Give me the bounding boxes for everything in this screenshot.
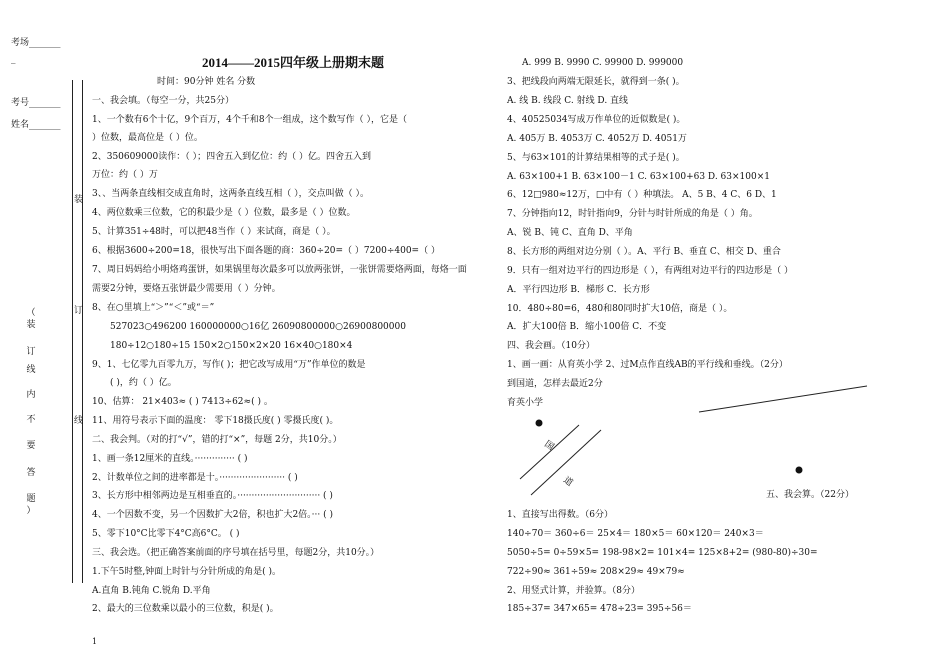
left-line: 万位：约（ ）万 xyxy=(92,170,158,180)
right-line: 10．480÷80=6，480和80同时扩大10倍，商是（ ）。 xyxy=(507,304,733,314)
page-subtitle: 时间：90分钟 姓名 分数 xyxy=(157,77,256,87)
warning-char: 题 xyxy=(26,494,36,504)
exam-room-field: 考场_______ xyxy=(11,38,61,48)
right-line: 8、长方形的两组对边分别（ ）。A、平行 B、垂直 C、相交 D、重合 xyxy=(507,247,781,257)
school-point xyxy=(536,420,543,427)
right-line: A．扩大100倍 B．缩小100倍 C．不变 xyxy=(507,322,667,332)
right-line: A．平行四边形 B．梯形 C．长方形 xyxy=(507,285,650,295)
left-line: 11、用符号表示下面的温度： 零下18摄氏度( ) 零摄氏度( )。 xyxy=(92,416,339,426)
left-line: 8、在○里填上“＞”“＜”或“＝” xyxy=(92,303,215,313)
left-line: 2、350609000读作：（ ）；四舍五入到亿位：约（ ）亿。四舍五入到 xyxy=(92,152,371,162)
warning-char: 不 xyxy=(26,415,36,425)
binding-label-zhuang: 装 xyxy=(74,195,84,205)
left-line: 1、画一条12厘米的直线。·············· ( ) xyxy=(92,454,248,464)
point-m xyxy=(796,467,803,474)
warning-char: （ xyxy=(26,308,36,318)
warning-char: 装 xyxy=(26,320,36,330)
right-line: 育英小学 xyxy=(507,398,544,408)
road-label-1: 国 xyxy=(542,439,556,453)
right-line: A. 999 B. 9990 C. 99900 D. 999000 xyxy=(522,58,684,68)
warning-char: 答 xyxy=(26,468,36,478)
left-line: 需要2分钟，要烙五张饼最少需要用（ ）分钟。 xyxy=(92,284,281,294)
right-line: 5、与63×101的计算结果相等的式子是( )。 xyxy=(507,153,685,163)
right-line: 到国道，怎样去最近2分 xyxy=(507,379,603,389)
left-line: 1、一个数有6个十亿，9个百万，4个千和8个一组成，这个数写作（ ），它是（ xyxy=(92,115,407,125)
left-line: 二、我会判。（对的打“√”，错的打“×”，每题 2分，共10分。） xyxy=(92,435,342,445)
right-line: A. 线 B. 线段 C. 射线 D. 直线 xyxy=(507,96,629,106)
exam-room-dash: _ xyxy=(11,54,16,64)
right-line: 9．只有一组对边平行的四边形是（ ），有两组对边平行的四边形是（ ） xyxy=(507,266,793,276)
warning-char: ） xyxy=(26,506,36,516)
name-field: 姓名_______ xyxy=(11,120,61,130)
left-line: 4、一个因数不变，另一个因数扩大2倍，积也扩大2倍。··· ( ) xyxy=(92,510,334,520)
left-line: 7、周日妈妈给小明烙鸡蛋饼，如果锅里每次最多可以放两张饼，一张饼需要烙两面，每烙一面 xyxy=(92,265,467,275)
page-title: 2014——2015四年级上册期末题 xyxy=(202,55,385,70)
left-line: 3、长方形中相邻两边是互相垂直的。····························· ( ) xyxy=(92,491,333,501)
line-ab xyxy=(699,386,867,412)
left-line: 2、最大的三位数乘以最小的三位数，积是( )。 xyxy=(92,604,279,614)
right-line: 7、分钟指向12，时针指向9，分针与时针所成的角是（ ）角。 xyxy=(507,209,758,219)
right-lower-line: 2、用竖式计算，并验算。（8分） xyxy=(507,586,640,596)
left-line: 三、我会选。（把正确答案前面的序号填在括号里，每题2分，共10分。） xyxy=(92,548,380,558)
left-line: 一、我会填。（每空一分，共25分） xyxy=(92,96,234,106)
right-lower-line: 五、我会算。（22分） xyxy=(766,490,854,500)
left-line: 4、两位数乘三位数，它的积最少是（ ）位数，最多是（ ）位数。 xyxy=(92,208,356,218)
right-lower-line: 722÷90≈ 361÷59≈ 208×29≈ 49×79≈ xyxy=(507,567,685,577)
right-lower-line: 5050÷5= 0÷59×5= 198-98×2= 101×4= 125×8+2= (980-80)÷30= xyxy=(507,548,818,558)
right-lower-line: 1、直接写出得数。（6分） xyxy=(507,510,613,520)
binding-label-ding: 订 xyxy=(74,306,84,316)
warning-char: 线 xyxy=(26,365,36,375)
binding-label-xian: 线 xyxy=(74,416,84,426)
right-line: 四、我会画。（10分） xyxy=(507,341,595,351)
right-line: A. 405万 B. 4053万 C. 4052万 D. 4051万 xyxy=(507,134,687,144)
left-line: 5、计算351÷48时，可以把48当作（ ）来试商，商是（ ）。 xyxy=(92,227,336,237)
exam-number-field: 考号_______ xyxy=(11,98,61,108)
left-line: 180÷12○180÷15 150×2○150×2×20 16×40○180×4 xyxy=(110,341,353,351)
left-line: 5、零下10°C比零下4°C高6°C。 ( ) xyxy=(92,529,240,539)
warning-char: 要 xyxy=(26,441,36,451)
right-line: 6、12□980≈12万，□中有（ ）种填法。 A、5 B、4 C、6 D、1 xyxy=(507,190,777,200)
left-line: 9、1、七亿零九百零九万，写作( )；把它改写成用“万”作单位的数是 xyxy=(92,360,366,370)
left-line: A.直角 B.钝角 C.锐角 D.平角 xyxy=(92,586,211,596)
right-lower-line: 185÷37= 347×65= 478÷23= 395÷56＝ xyxy=(507,604,692,614)
left-line: ( )，约（ ）亿。 xyxy=(110,378,177,388)
right-line: 4、40525034写成万作单位的近似数是( )。 xyxy=(507,115,686,125)
left-line: 527023○496200 160000000○16亿 26090800000○26900800000 xyxy=(110,322,406,332)
left-line: ）位数，最高位是（ ）位。 xyxy=(92,133,203,143)
left-line: 2、计数单位之间的进率都是十。······················· ( ) xyxy=(92,473,298,483)
warning-char: 订 xyxy=(26,347,36,357)
right-line: A、锐 B、钝 C、直角 D、平角 xyxy=(507,228,633,238)
road-label-2: 道 xyxy=(561,475,575,489)
warning-char: 内 xyxy=(26,390,36,400)
left-line: 10、估算： 21×403≈ ( ) 7413÷62≈( ) 。 xyxy=(92,397,273,407)
right-line: A. 63×100+1 B. 63×100－1 C. 63×100+63 D. 63×100×1 xyxy=(507,172,770,182)
left-line: 3、、当两条直线相交成直角时，这两条直线互相（ ），交点叫做（ ）。 xyxy=(92,189,369,199)
right-lower-line: 140÷70＝ 360÷6＝ 25×4＝ 180×5＝ 60×120＝ 240×3＝ xyxy=(507,529,764,539)
left-line: 6、根据3600÷200=18，很快写出下面各题的商：360÷20=（ ）7200÷400=（ ） xyxy=(92,246,440,256)
page-number: 1 xyxy=(92,637,98,646)
left-line: 1.下午5时整,钟面上时针与分针所成的角是( )。 xyxy=(92,567,282,577)
right-line: 3、把线段向两端无限延长，就得到一条( )。 xyxy=(507,77,685,87)
right-line: 1、画一画：从育英小学 2、过M点作直线AB的平行线和垂线。（2分） xyxy=(507,360,788,370)
